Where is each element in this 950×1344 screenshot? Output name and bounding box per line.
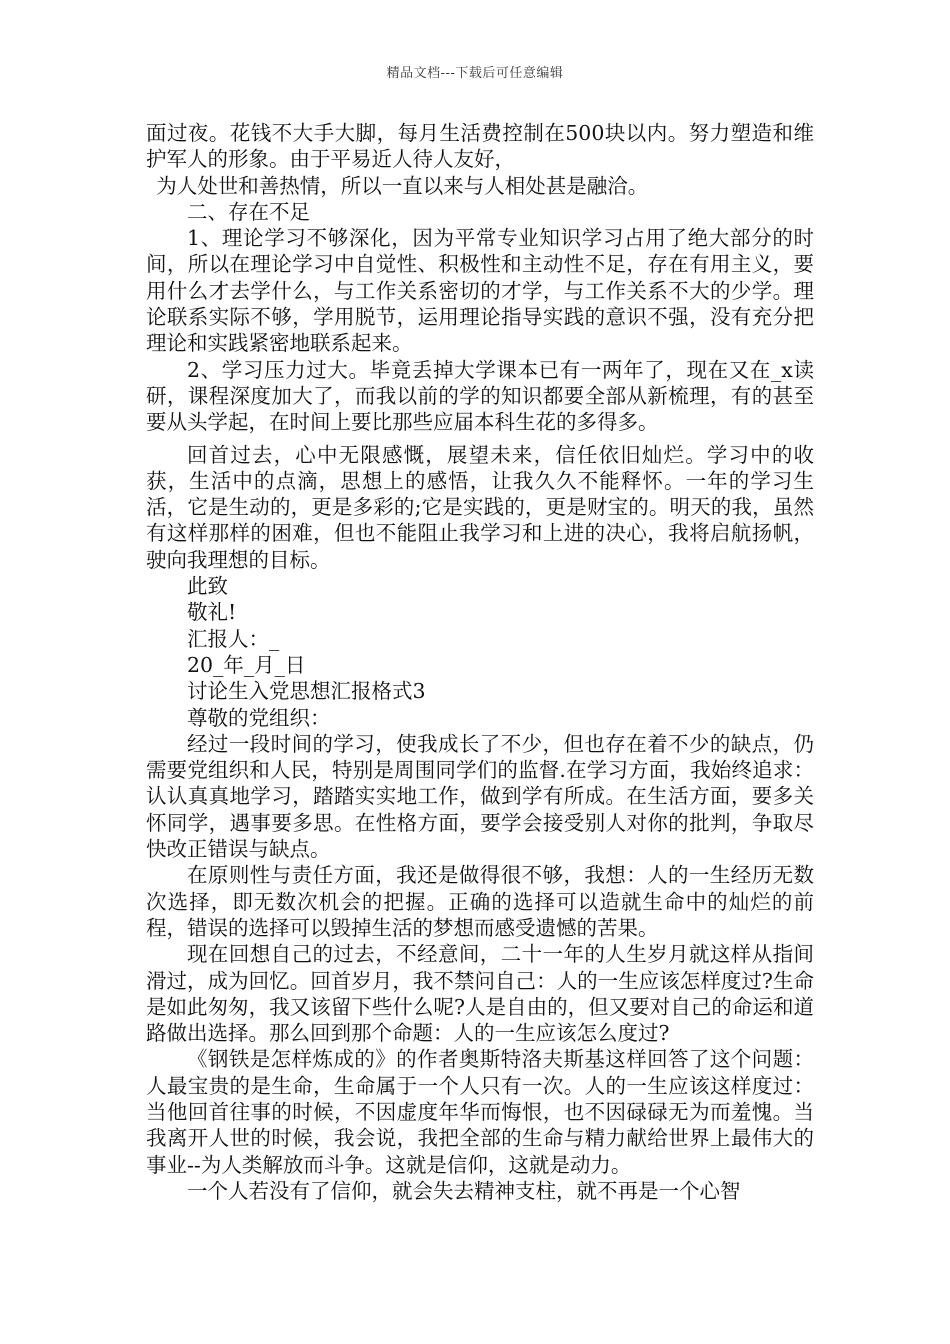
paragraph: 一个人若没有了信仰，就会失去精神支柱，就不再是一个心智 [187, 1178, 741, 1203]
document-body [146, 120, 814, 1204]
paragraph: 《钢铁是怎样炼成的》的作者奥斯特洛夫斯基这样回答了这个问题：人最宝贵的是生命，生命属于一个人只有一次。人的一生应该这样度过：当他回首往事的时候，不因虚度年华而悔恨，也不因碌碌无为而羞愧。当我离开人世的时候，我会说，我把全部的生命与精力献给世界上最伟大的事业--为人类解放而斗争。这就是信仰，这就是动力。 [146, 1047, 814, 1177]
paragraph: 面过夜。花钱不大手大脚，每月生活费控制在500块以内。努力塑造和维护军人的形象。由于平易近人待人友好， [146, 121, 814, 172]
salutation: 尊敬的党组织： [187, 705, 331, 730]
section-heading: 二、存在不足 [187, 199, 310, 224]
paragraph: 在原则性与责任方面，我还是做得很不够，我想：人的一生经历无数次选择，即无数次机会的把握。正确的选择可以造就生命中的灿烂的前程，错误的选择可以毁掉生活的梦想而感受遗憾的苦果。 [146, 863, 814, 940]
paragraph: 回首过去，心中无限感慨，展望未来，信任依旧灿烂。学习中的收获，生活中的点滴，思想上的感悟，让我久久不能释怀。一年的学习生活，它是生动的，更是多彩的;它是实践的，更是财宝的。明天的我，虽然有这样那样的困难，但也不能阻止我学习和上进的决心，我将启航扬帆，驶向我理想的目标。 [146, 442, 814, 572]
closing-line: 此致 [187, 574, 228, 599]
signature-line: 汇报人：_ [187, 626, 280, 651]
date-line: 20_年_月_日 [187, 652, 306, 677]
paragraph: 现在回想自己的过去，不经意间，二十一年的人生岁月就这样从指间滑过，成为回忆。回首岁月，我不禁问自己：人的一生应该怎样度过?生命是如此匆匆，我又该留下些什么呢?人是自由的，但又要对自己的命运和道路做出选择。那么回到那个命题：人的一生应该怎么度过? [146, 942, 814, 1046]
paragraph: 2、学习压力过大。毕竟丢掉大学课本已有一两年了，现在又在_x读研，课程深度加大了，而我以前的学的知识都要全部从新梳理，有的甚至要从头学起，在时间上要比那些应届本科生花的多得多。 [146, 357, 814, 435]
page-header: 精品文档---下载后可任意编辑 [386, 66, 564, 81]
paragraph: 1、理论学习不够深化，因为平常专业知识学习占用了绝大部分的时间，所以在理论学习中自觉性、积极性和主动性不足，存在有用主义，要用什么才去学什么，与工作关系密切的才学，与工作关系不大的少学。理论联系实际不够，学用脱节，运用理论指导实践的意识不强，没有充分把理论和实践紧密地联系起来。 [146, 226, 814, 356]
paragraph: 为人处世和善热情，所以一直以来与人相处甚是融洽。 [156, 173, 649, 198]
closing-line: 敬礼! [187, 600, 237, 625]
paragraph: 经过一段时间的学习，使我成长了不少，但也存在着不少的缺点，仍需要党组织和人民，特别是周围同学们的监督.在学习方面，我始终追求：认认真真地学习，踏踏实实地工作，做到学有所成。在生活方面，要多关怀同学，遇事要多思。在性格方面，要学会接受别人对你的批判，争取尽快改正错误与缺点。 [146, 731, 814, 862]
document-title: 讨论生入党思想汇报格式3 [187, 679, 426, 704]
